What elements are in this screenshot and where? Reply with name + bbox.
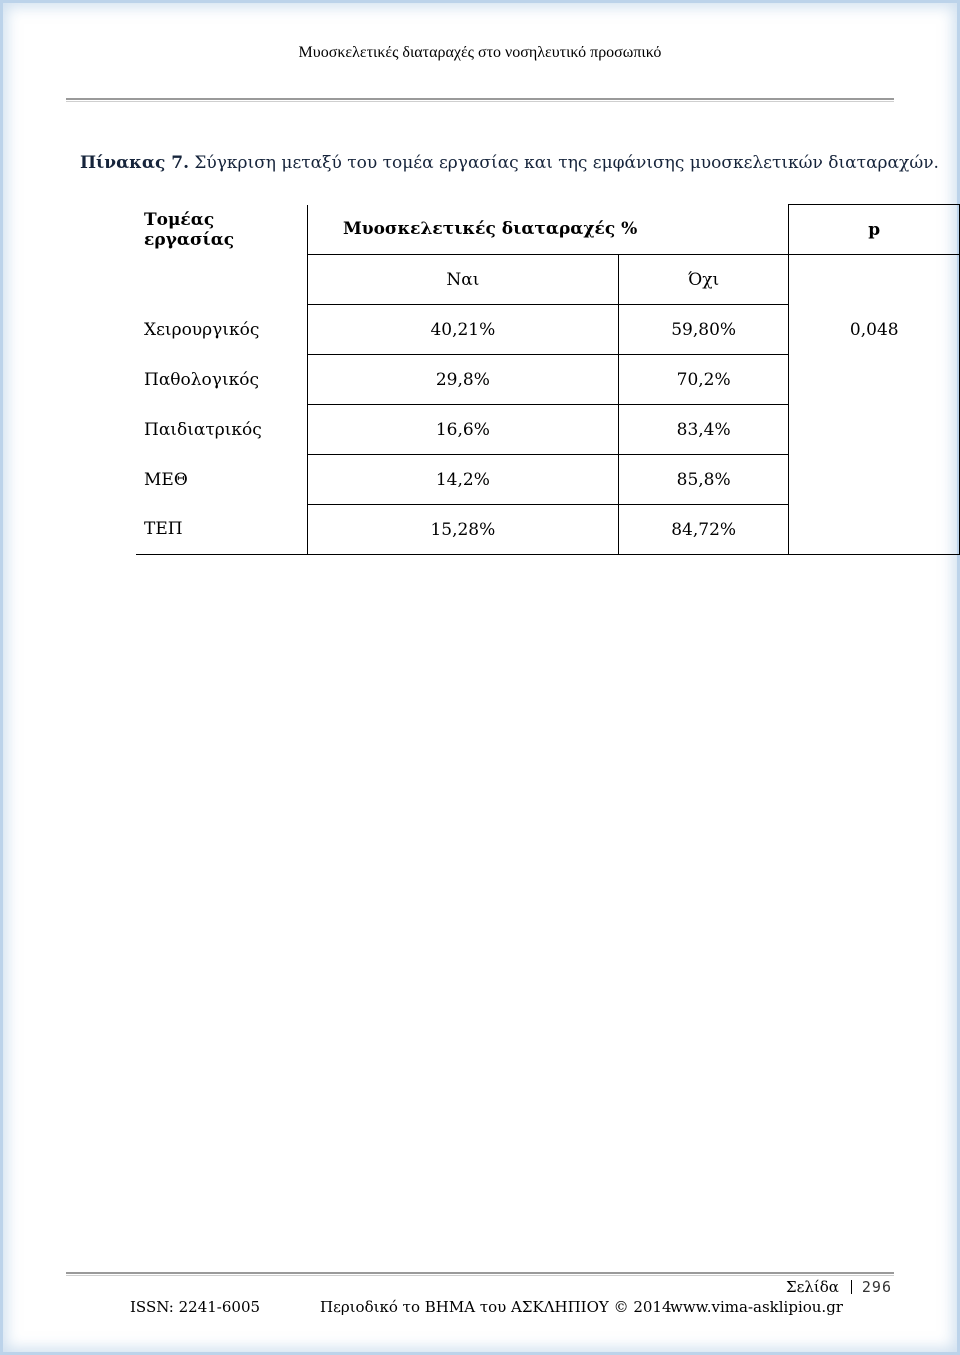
- page-number: 296: [861, 1278, 892, 1296]
- footer-journal: Περιοδικό το ΒΗΜΑ του ΑΣΚΛΗΠΙΟΥ © 2014: [320, 1298, 672, 1316]
- p-blank: [789, 455, 960, 505]
- page-separator: [851, 1280, 852, 1294]
- table-row: [136, 505, 960, 555]
- row-sector: Χειρουργικός: [136, 305, 307, 355]
- table-caption: [80, 153, 939, 173]
- row-sector: ΤΕΠ: [136, 505, 307, 555]
- row-yes: 15,28%: [307, 505, 618, 555]
- footer-rule: [66, 1272, 894, 1274]
- row-yes: 16,6%: [307, 405, 618, 455]
- row-sector: ΜΕΘ: [136, 455, 307, 505]
- footer-website: www.vima-asklipiou.gr: [670, 1298, 843, 1316]
- header-disorders-label: Μυοσκελετικές διαταραχές %: [342, 219, 638, 240]
- table-row: [136, 355, 960, 405]
- p-blank: [789, 405, 960, 455]
- table-header-row: [136, 205, 960, 255]
- page-label-text: Σελίδα: [785, 1278, 839, 1296]
- header-disorders: [307, 205, 638, 255]
- row-yes: 14,2%: [307, 455, 618, 505]
- subheader-no: Όχι: [618, 255, 789, 305]
- subheader-blank: [136, 255, 307, 305]
- subheader-p-blank: [789, 255, 960, 305]
- row-yes: 29,8%: [307, 355, 618, 405]
- p-blank: [789, 355, 960, 405]
- table-row: [136, 305, 960, 355]
- table-subheader-row: [136, 255, 960, 305]
- p-blank: [789, 505, 960, 555]
- header-disorders-cont: [618, 205, 789, 255]
- row-sector: Παιδιατρικός: [136, 405, 307, 455]
- page-label: [786, 1278, 892, 1296]
- table-caption-label: Πίνακας 7.: [80, 153, 189, 173]
- p-value: 0,048: [789, 305, 960, 355]
- row-no: 70,2%: [618, 355, 789, 405]
- row-no: 59,80%: [618, 305, 789, 355]
- data-table: [136, 204, 960, 555]
- header-rule: [66, 98, 894, 100]
- row-no: 84,72%: [618, 505, 789, 555]
- header-p: p: [789, 205, 960, 255]
- subheader-yes: Ναι: [307, 255, 618, 305]
- row-no: 85,8%: [618, 455, 789, 505]
- table-caption-text: Σύγκριση μεταξύ του τομέα εργασίας και της εμφάνισης μυοσκελετικών διαταραχών.: [189, 153, 939, 173]
- row-no: 83,4%: [618, 405, 789, 455]
- row-yes: 40,21%: [307, 305, 618, 355]
- table-row: [136, 455, 960, 505]
- header-sector: Τομέας εργασίας: [136, 205, 307, 255]
- footer-issn: ISSN: 2241-6005: [130, 1298, 261, 1316]
- row-sector: Παθολογικός: [136, 355, 307, 405]
- table-row: [136, 405, 960, 455]
- running-title: Μυοσκελετικές διαταραχές στο νοσηλευτικό προσωπικό: [298, 44, 662, 61]
